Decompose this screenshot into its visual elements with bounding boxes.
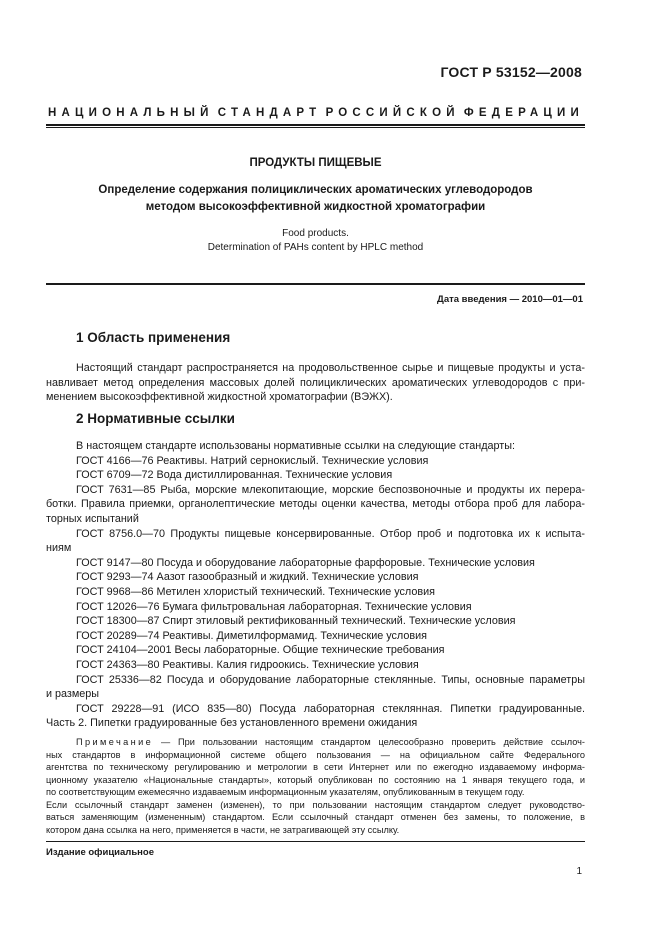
normative-reference: ГОСТ 9968—86 Метилен хлористый технический. Технические условия	[76, 586, 435, 598]
normative-reference: ГОСТ 12026—76 Бумага фильтровальная лабораторная. Технические условия	[76, 600, 472, 613]
normative-reference: ниям	[46, 542, 72, 555]
note-line: Если ссылочный стандарт заменен (изменен), то при пользовании настоящим стандартом следует руководство-	[46, 799, 585, 810]
normative-reference: ГОСТ 20289—74 Реактивы. Диметилформамид. Технические условия	[76, 629, 427, 642]
normative-reference: ГОСТ 9147—80 Посуда и оборудование лабораторные фарфоровые. Технические условия	[76, 556, 535, 569]
banner-word: СТАНДАРТ	[217, 107, 322, 119]
normative-reference: ГОСТ 9293—74 Аазот газообразный и жидкий. Технические условия	[76, 571, 419, 584]
normative-reference: ГОСТ 29228—91 (ИСО 835—80) Посуда лабораторная стеклянная. Пипетки градуированные.	[76, 702, 585, 715]
normative-reference: и размеры	[46, 688, 100, 701]
section-1-text-line: менением высокоэффективной жидкостной хроматографии (ВЭЖХ).	[46, 391, 393, 404]
note-text: — При пользовании настоящим стандартом целесообразно проверить действие ссылоч-	[161, 737, 585, 747]
header-rule-top	[46, 124, 585, 126]
effective-date: Дата введения — 2010—01—01	[437, 294, 583, 305]
national-standard-banner	[48, 107, 584, 119]
banner-word: ФЕДЕРАЦИИ	[463, 107, 584, 119]
section-1-text-line: навливает метод определения массовых долей полициклических ароматических углеводородов с при-	[46, 376, 585, 389]
english-title-line: Determination of PAHs content by HPLC method	[207, 242, 424, 253]
note-line: ционному указателю «Национальные стандарты», который опубликован по состоянию на 1 января текущего года, и	[46, 774, 585, 785]
normative-reference: ГОСТ 4166—76 Реактивы. Натрий сернокислый. Технические условия	[76, 454, 429, 467]
banner-word: НАЦИОНАЛЬНЫЙ	[48, 107, 214, 119]
normative-reference: ГОСТ 7631—85 Рыба, морские млекопитающие, морские беспозвоночные и продукты их перера-	[76, 483, 585, 496]
section-1-heading: 1 Область применения	[76, 330, 231, 345]
note-line	[46, 736, 585, 749]
section-1-text-line: Настоящий стандарт распространяется на продовольственное сырье и пищевые продукты и уста-	[76, 362, 585, 374]
section-2-heading: 2 Нормативные ссылки	[76, 411, 235, 426]
normative-reference: ГОСТ 8756.0—70 Продукты пищевые консервированные. Отбор проб и подготовка их к испыта-	[76, 527, 585, 540]
note-line: ваться заменяющим (измененным) стандартом. Если ссылочный стандарт отменен без замены, то положение, в	[46, 812, 585, 822]
normative-reference: ГОСТ 6709—72 Вода дистиллированная. Технические условия	[76, 469, 393, 482]
normative-reference: ботки. Правила приемки, органолептические методы оценки качества, методы отбора проб для лабора-	[46, 498, 585, 511]
footer-rule	[46, 841, 585, 842]
banner-word: РОССИЙСКОЙ	[325, 107, 460, 119]
normative-reference: ГОСТ 18300—87 Спирт этиловый ректификованный технический. Технические условия	[76, 615, 516, 628]
document-title: ПРОДУКТЫ ПИЩЕВЫЕ	[249, 157, 382, 169]
standard-number: ГОСТ Р 53152—2008	[440, 64, 582, 80]
normative-reference: ГОСТ 24363—80 Реактивы. Калия гидроокись. Технические условия	[76, 659, 419, 671]
english-title-line: Food products.	[282, 228, 349, 239]
document-subtitle-line: Определение содержания полициклических ароматических углеводородов	[98, 184, 533, 196]
official-edition-label: Издание официальное	[46, 847, 154, 858]
document-subtitle-line: методом высокоэффективной жидкостной хроматографии	[145, 201, 486, 213]
normative-reference: ГОСТ 25336—82 Посуда и оборудование лабораторные стеклянные. Типы, основные параметры	[76, 673, 585, 686]
normative-reference: ГОСТ 24104—2001 Весы лабораторные. Общие технические требования	[76, 644, 445, 657]
header-rule-bottom	[46, 127, 585, 128]
page-number: 1	[576, 866, 582, 877]
note-line: ных стандартов в информационной системе общего пользования — на официальном сайте Федерального	[46, 749, 585, 760]
title-rule	[46, 283, 585, 285]
section-2-intro: В настоящем стандарте использованы нормативные ссылки на следующие стандарты:	[76, 440, 515, 452]
normative-reference: Часть 2. Пипетки градуированные без установленного времени ожидания	[46, 717, 418, 730]
note-line: агентства по техническому регулированию и метрологии в сети Интернет или по ежегодно издаваемому информа-	[46, 762, 585, 772]
note-line: по соответствующим ежемесячно издаваемым информационным указателям, опубликованным в текущем году.	[46, 787, 525, 797]
note-line: котором дана ссылка на него, применяется в части, не затрагивающей эту ссылку.	[46, 824, 400, 835]
note-label: Примечание	[76, 737, 154, 747]
normative-reference: торных испытаний	[46, 513, 139, 525]
